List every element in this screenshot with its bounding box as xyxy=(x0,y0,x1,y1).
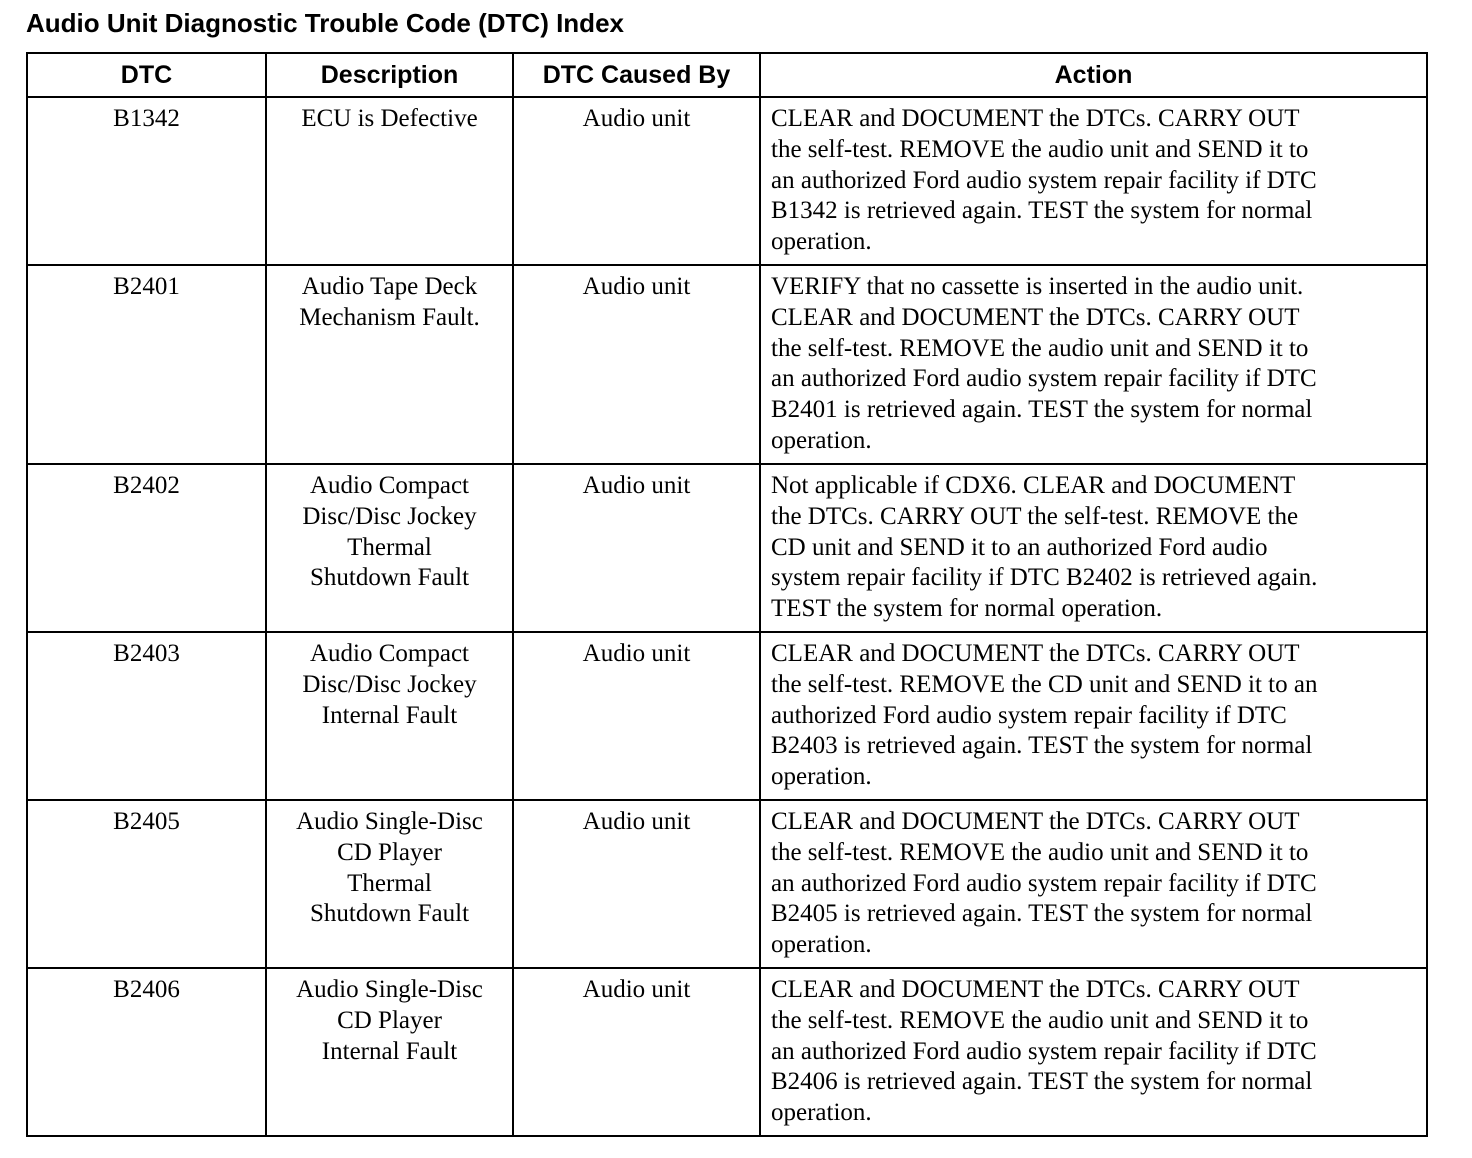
caused-by-cell: Audio unit xyxy=(513,464,760,632)
action-cell xyxy=(760,800,1427,968)
table-body xyxy=(27,97,1427,1136)
description-line: Disc/Disc Jockey xyxy=(302,502,477,530)
description-cell xyxy=(266,632,513,800)
action-line: Not applicable if CDX6. CLEAR and DOCUMENT xyxy=(771,472,1296,499)
description-line: CD Player xyxy=(337,838,442,866)
action-cell xyxy=(760,968,1427,1136)
description-line: Thermal xyxy=(347,869,432,897)
action-line: CLEAR and DOCUMENT the DTCs. CARRY OUT xyxy=(771,303,1300,331)
header-row xyxy=(27,53,1427,97)
caused-by-cell: Audio unit xyxy=(513,265,760,464)
action-line: operation. xyxy=(771,763,872,791)
table-row xyxy=(27,968,1427,1136)
header-dtc: DTC xyxy=(27,53,266,97)
description-cell xyxy=(266,265,513,464)
action-line: the DTCs. CARRY OUT the self-test. REMOVE the xyxy=(771,502,1299,530)
action-line: system repair facility if DTC B2402 is retrieved again. xyxy=(771,564,1318,592)
action-line: operation. xyxy=(771,426,872,454)
header-action: Action xyxy=(760,53,1427,97)
action-line: operation. xyxy=(771,931,872,959)
description-line: Internal Fault xyxy=(321,1037,458,1065)
action-line: the self-test. REMOVE the audio unit and SEND it to xyxy=(771,135,1309,163)
dtc-code-cell: B2401 xyxy=(27,265,266,464)
header-description: Description xyxy=(266,53,513,97)
dtc-index-table xyxy=(26,52,1428,1137)
table-row xyxy=(27,265,1427,464)
description-line: Audio Single-Disc xyxy=(296,808,483,835)
description-cell xyxy=(266,97,513,265)
action-line: B2406 is retrieved again. TEST the system for normal xyxy=(771,1068,1313,1096)
action-cell xyxy=(760,97,1427,265)
action-cell xyxy=(760,632,1427,800)
description-line: CD Player xyxy=(337,1006,442,1034)
action-line: an authorized Ford audio system repair facility if DTC xyxy=(771,166,1317,194)
action-line: authorized Ford audio system repair facility if DTC xyxy=(771,701,1287,729)
action-line: operation. xyxy=(771,228,872,256)
action-line: an authorized Ford audio system repair facility if DTC xyxy=(771,365,1317,393)
action-line: the self-test. REMOVE the audio unit and SEND it to xyxy=(771,838,1309,866)
caused-by-cell: Audio unit xyxy=(513,97,760,265)
action-line: an authorized Ford audio system repair facility if DTC xyxy=(771,869,1317,897)
description-cell xyxy=(266,800,513,968)
action-line: the self-test. REMOVE the audio unit and SEND it to xyxy=(771,334,1309,362)
table-row xyxy=(27,97,1427,265)
description-line: Disc/Disc Jockey xyxy=(302,670,477,698)
description-line: Mechanism Fault. xyxy=(299,303,480,331)
table-row xyxy=(27,464,1427,632)
action-line: the self-test. REMOVE the audio unit and SEND it to xyxy=(771,1006,1309,1034)
action-line: TEST the system for normal operation. xyxy=(771,595,1163,623)
action-line: B1342 is retrieved again. TEST the system for normal xyxy=(771,197,1313,225)
action-line: B2405 is retrieved again. TEST the system for normal xyxy=(771,900,1313,928)
caused-by-cell: Audio unit xyxy=(513,632,760,800)
action-line: CLEAR and DOCUMENT the DTCs. CARRY OUT xyxy=(771,640,1300,667)
table-header xyxy=(27,53,1427,97)
action-line: B2403 is retrieved again. TEST the system for normal xyxy=(771,732,1313,760)
dtc-code-cell: B2406 xyxy=(27,968,266,1136)
dtc-code-cell: B2405 xyxy=(27,800,266,968)
action-line: CLEAR and DOCUMENT the DTCs. CARRY OUT xyxy=(771,976,1300,1003)
dtc-code-cell: B1342 xyxy=(27,97,266,265)
action-line: an authorized Ford audio system repair facility if DTC xyxy=(771,1037,1317,1065)
table-row xyxy=(27,632,1427,800)
action-line: CLEAR and DOCUMENT the DTCs. CARRY OUT xyxy=(771,105,1300,132)
description-line: Thermal xyxy=(347,533,432,561)
action-line: VERIFY that no cassette is inserted in the audio unit. xyxy=(771,273,1304,300)
action-line: CD unit and SEND it to an authorized Ford audio xyxy=(771,533,1268,561)
description-line: Internal Fault xyxy=(321,701,458,729)
description-line: Audio Single-Disc xyxy=(296,976,483,1003)
description-cell xyxy=(266,464,513,632)
action-cell xyxy=(760,464,1427,632)
action-line: B2401 is retrieved again. TEST the system for normal xyxy=(771,396,1313,424)
description-line: Shutdown Fault xyxy=(309,564,470,592)
action-line: CLEAR and DOCUMENT the DTCs. CARRY OUT xyxy=(771,808,1300,835)
action-line: operation. xyxy=(771,1099,872,1127)
description-line: Audio Compact xyxy=(309,640,469,667)
description-line: Shutdown Fault xyxy=(309,900,470,928)
dtc-code-cell: B2403 xyxy=(27,632,266,800)
description-line: Audio Tape Deck xyxy=(301,273,478,300)
page-title: Audio Unit Diagnostic Trouble Code (DTC) Index xyxy=(26,8,624,38)
header-caused-by: DTC Caused By xyxy=(513,53,760,97)
description-line: ECU is Defective xyxy=(301,105,478,132)
action-cell xyxy=(760,265,1427,464)
dtc-code-cell: B2402 xyxy=(27,464,266,632)
action-line: the self-test. REMOVE the CD unit and SEND it to an xyxy=(771,670,1318,698)
description-cell xyxy=(266,968,513,1136)
table-row xyxy=(27,800,1427,968)
description-line: Audio Compact xyxy=(309,472,469,499)
caused-by-cell: Audio unit xyxy=(513,800,760,968)
caused-by-cell: Audio unit xyxy=(513,968,760,1136)
